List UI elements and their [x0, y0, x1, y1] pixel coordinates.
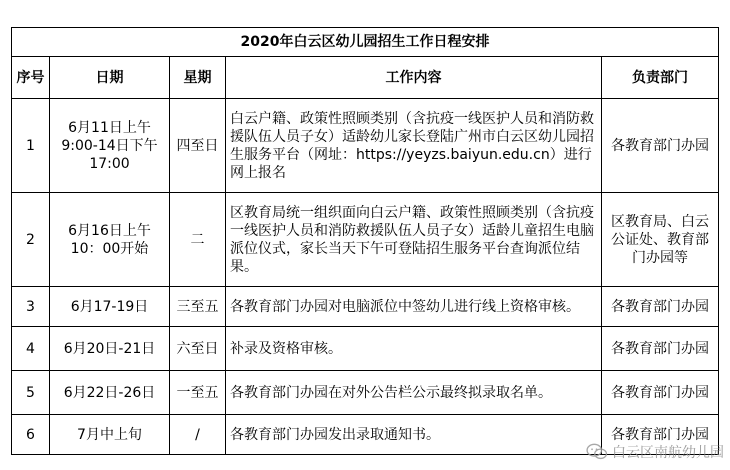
table-row: [12, 193, 719, 287]
schedule-table: [11, 27, 719, 455]
row-no: 4: [12, 327, 50, 371]
title-row: [12, 28, 719, 57]
row-dept: 区教育局、白云公证处、教育部门办园等: [602, 193, 719, 287]
table-row: [12, 99, 719, 193]
row-dept: 各教育部门办园: [602, 99, 719, 193]
header-content: 工作内容: [226, 57, 602, 99]
row-dept: 各教育部门办园: [602, 415, 719, 455]
row-dept: 各教育部门办园: [602, 371, 719, 415]
row-content: 各教育部门办园发出录取通知书。: [226, 415, 602, 455]
header-weekday: 星期: [170, 57, 226, 99]
row-weekday: 三至五: [170, 287, 226, 327]
row-no: 3: [12, 287, 50, 327]
row-content: 区教育局统一组织面向白云户籍、政策性照顾类别（含抗疫一线医护人员和消防救援队伍人员子女）适龄儿童招生电脑派位仪式，家长当天下午可登陆招生服务平台查询派位结果。: [226, 193, 602, 287]
watermark: [586, 442, 724, 462]
table-title: 2020年白云区幼儿园招生工作日程安排: [12, 28, 719, 57]
row-content: 各教育部门办园对电脑派位中签幼儿进行线上资格审核。: [226, 287, 602, 327]
header-no: 序号: [12, 57, 50, 99]
row-date: 6月17-19日: [50, 287, 170, 327]
row-no: 2: [12, 193, 50, 287]
row-weekday: 六至日: [170, 327, 226, 371]
row-date: 6月22日-26日: [50, 371, 170, 415]
row-content: 各教育部门办园在对外公告栏公示最终拟录取名单。: [226, 371, 602, 415]
wechat-icon: [586, 443, 608, 461]
row-weekday: 四至日: [170, 99, 226, 193]
row-content: 补录及资格审核。: [226, 327, 602, 371]
row-date: 6月11日上午9:00-14日下午17:00: [50, 99, 170, 193]
row-weekday: 一至五: [170, 371, 226, 415]
row-no: 6: [12, 415, 50, 455]
row-dept: 各教育部门办园: [602, 287, 719, 327]
row-date: 6月16日上午10：00开始: [50, 193, 170, 287]
table-row: [12, 287, 719, 327]
row-date: 7月中上旬: [50, 415, 170, 455]
row-date: 6月20日-21日: [50, 327, 170, 371]
header-date: 日期: [50, 57, 170, 99]
row-no: 5: [12, 371, 50, 415]
header-row: [12, 57, 719, 99]
header-dept: 负责部门: [602, 57, 719, 99]
row-content: 白云户籍、政策性照顾类别（含抗疫一线医护人员和消防救援队伍人员子女）适龄幼儿家长登陆广州市白云区幼儿园招生服务平台（网址：https://yeyzs.baiyun.edu.cn）进行网上报名: [226, 99, 602, 193]
row-weekday: 二: [170, 193, 226, 287]
table-row: [12, 327, 719, 371]
watermark-text: 白云区南航幼儿园: [612, 445, 724, 461]
row-no: 1: [12, 99, 50, 193]
row-weekday: /: [170, 415, 226, 455]
row-dept: 各教育部门办园: [602, 327, 719, 371]
table-row: [12, 371, 719, 415]
